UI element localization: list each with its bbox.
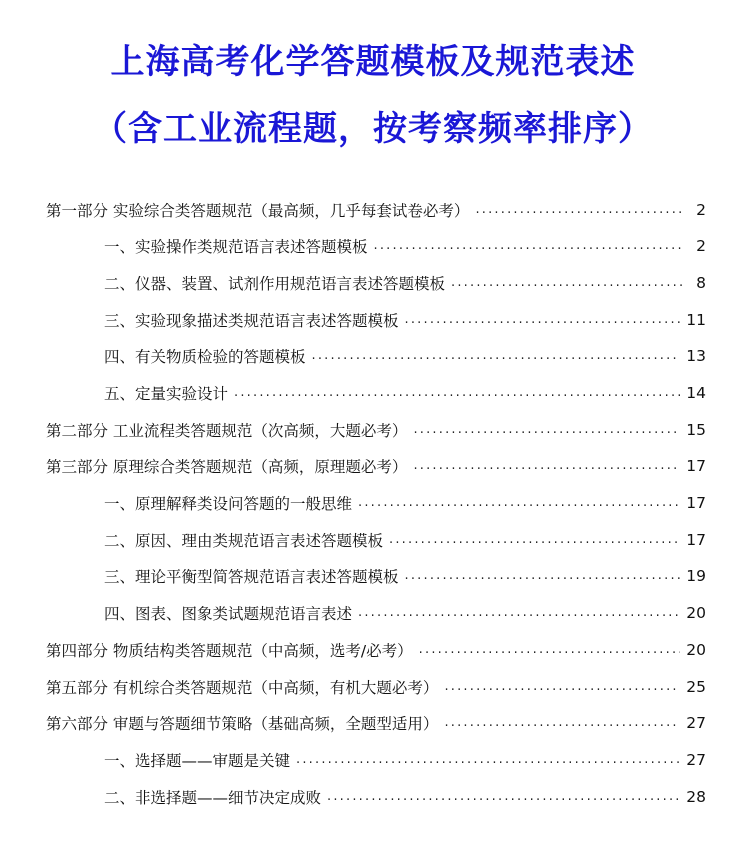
- toc-entry-part-4[interactable]: [46, 632, 706, 668]
- toc-entry-part-3[interactable]: [46, 448, 706, 484]
- toc-entry-label: 二、原因、理由类规范语言表述答题模板: [104, 532, 384, 550]
- toc-entry-section[interactable]: [104, 595, 706, 631]
- toc-entry-part-6[interactable]: [46, 705, 706, 741]
- toc-page-number: 2: [696, 237, 706, 255]
- toc-page-number: 27: [686, 714, 706, 732]
- toc-entry-label: 第五部分 有机综合类答题规范（中高频，有机大题必考）: [46, 679, 439, 697]
- toc-dot-leader: [405, 567, 681, 585]
- toc-dot-leader: [413, 457, 680, 475]
- toc-entry-label: 一、实验操作类规范语言表述答题模板: [104, 238, 368, 256]
- toc-entry-section[interactable]: [104, 228, 706, 264]
- toc-entry-section[interactable]: [104, 302, 706, 338]
- toc-entry-label: 第四部分 物质结构类答题规范（中高频，选考/必考）: [46, 642, 413, 660]
- toc-entry-label: 第六部分 审题与答题细节策略（基础高频，全题型适用）: [46, 715, 439, 733]
- document-subtitle: （含工业流程题，按考察频率排序）: [93, 109, 653, 149]
- toc-entry-label: 第二部分 工业流程类答题规范（次高频，大题必考）: [46, 422, 408, 440]
- toc-entry-label: 第三部分 原理综合类答题规范（高频，原理题必考）: [46, 458, 408, 476]
- toc-entry-label: 四、有关物质检验的答题模板: [104, 348, 306, 366]
- toc-entry-label: 二、非选择题——细节决定成败: [104, 789, 322, 807]
- toc-page-number: 17: [686, 494, 706, 512]
- toc-page-number: 20: [686, 641, 706, 659]
- toc-dot-leader: [358, 604, 680, 622]
- toc-entry-label: 第一部分 实验综合类答题规范（最高频，几乎每套试卷必考）: [46, 202, 470, 220]
- toc-page-number: 11: [686, 311, 706, 329]
- toc-entry-section[interactable]: [104, 485, 706, 521]
- toc-page-number: 19: [686, 567, 706, 585]
- toc-entry-section[interactable]: [104, 338, 706, 374]
- toc-page-number: 25: [686, 678, 706, 696]
- toc-page-number: 15: [686, 421, 706, 439]
- toc-page-number: 8: [696, 274, 706, 292]
- toc-dot-leader: [475, 201, 682, 219]
- toc-page-number: 27: [686, 751, 706, 769]
- toc-dot-leader: [451, 274, 682, 292]
- toc-entry-part-1[interactable]: [46, 192, 706, 228]
- toc-dot-leader: [327, 788, 680, 806]
- toc-entry-part-5[interactable]: [46, 669, 706, 705]
- toc-dot-leader: [444, 714, 680, 732]
- toc-dot-leader: [358, 494, 680, 512]
- toc-entry-label: 二、仪器、装置、试剂作用规范语言表述答题模板: [104, 275, 446, 293]
- toc-dot-leader: [389, 531, 680, 549]
- toc-dot-leader: [419, 641, 681, 659]
- toc-dot-leader: [374, 237, 682, 255]
- toc-entry-part-2[interactable]: [46, 412, 706, 448]
- toc-entry-section[interactable]: [104, 742, 706, 778]
- toc-page-number: 28: [686, 788, 706, 806]
- toc-dot-leader: [444, 678, 680, 696]
- document-title: 上海高考化学答题模板及规范表述: [110, 42, 636, 82]
- toc-entry-label: 一、选择题——审题是关键: [104, 752, 291, 770]
- toc-page-number: 2: [696, 201, 706, 219]
- toc-entry-section[interactable]: [104, 522, 706, 558]
- toc-dot-leader: [405, 311, 681, 329]
- toc-entry-section[interactable]: [104, 265, 706, 301]
- toc-entry-label: 一、原理解释类设问答题的一般思维: [104, 495, 353, 513]
- toc-entry-section[interactable]: [104, 558, 706, 594]
- toc-entry-label: 三、理论平衡型简答规范语言表述答题模板: [104, 568, 399, 586]
- toc-dot-leader: [413, 421, 680, 439]
- toc-page-number: 17: [686, 531, 706, 549]
- toc-dot-leader: [234, 384, 680, 402]
- toc-dot-leader: [296, 751, 680, 769]
- toc-entry-label: 三、实验现象描述类规范语言表述答题模板: [104, 312, 399, 330]
- toc-page-number: 13: [686, 347, 706, 365]
- toc-page-number: 20: [686, 604, 706, 622]
- toc-page-number: 17: [686, 457, 706, 475]
- toc-entry-section[interactable]: [104, 779, 706, 815]
- toc-page-number: 14: [686, 384, 706, 402]
- toc-entry-label: 四、图表、图象类试题规范语言表述: [104, 605, 353, 623]
- toc-dot-leader: [312, 347, 681, 365]
- toc-entry-label: 五、定量实验设计: [104, 385, 229, 403]
- toc-entry-section[interactable]: [104, 375, 706, 411]
